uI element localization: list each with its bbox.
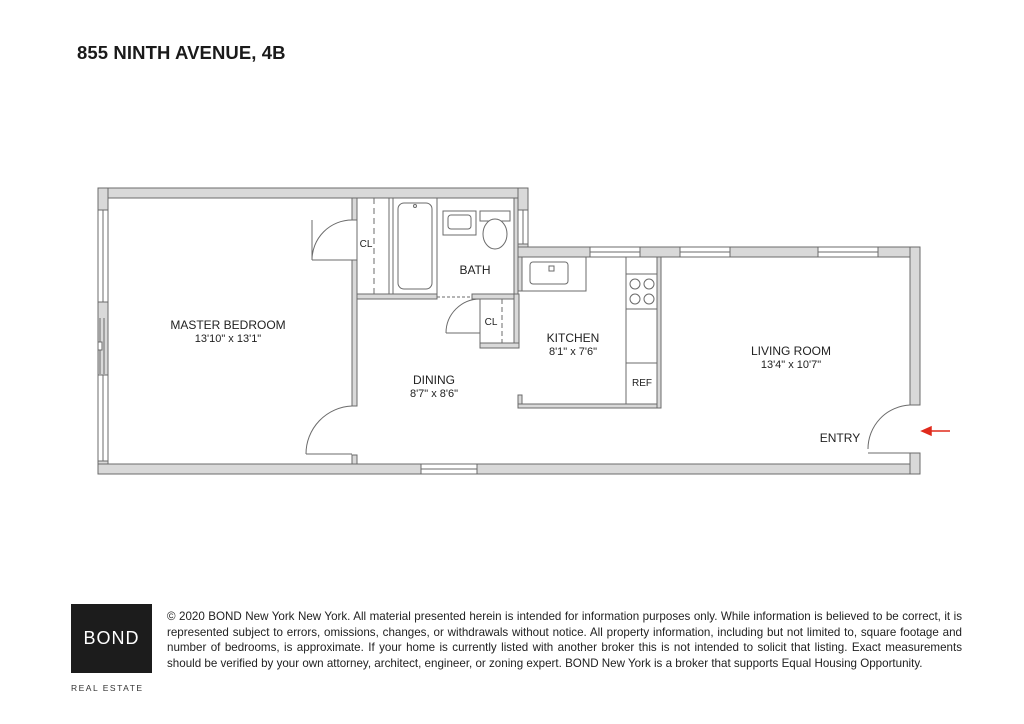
master-bedroom-dims: 13'10" x 13'1": [194, 333, 262, 345]
disclaimer-text: © 2020 BOND New York New York. All material presented herein is intended for information purposes only. While information is believed to be correct, it is represented subject to errors, omissions, changes, or withdrawals without notice. All property information, including but not limited to, square footage and number of bedrooms, is approximate. If your home is currently listed with another broker this is not intended to solicit that listing. Exact measurements should be verified by your own attorney, architect, engineer, or zoning expert. BOND New York is a broker that supports Equal Housing Opportunity.: [167, 610, 962, 670]
kitchen-sink: [522, 257, 586, 291]
entry-label: ENTRY: [819, 431, 861, 445]
bath-fixtures: [443, 211, 510, 249]
bond-logo: [71, 604, 152, 673]
entry-arrow-icon: [922, 427, 950, 435]
bedroom-dining-door: [306, 406, 352, 454]
kitchen-dims: 8'1" x 7'6": [548, 346, 598, 358]
bathtub: [393, 198, 437, 294]
living-room-dims: 13'4" x 10'7": [760, 359, 822, 371]
entry-door: [868, 405, 910, 453]
logo-text: BOND: [83, 628, 140, 648]
dining-label: DINING: [413, 373, 455, 387]
page-title: 855 NINTH AVENUE, 4B: [77, 42, 286, 63]
master-bedroom-label: MASTER BEDROOM: [170, 318, 286, 332]
logo-subtext: REAL ESTATE: [71, 683, 144, 693]
dining-dims: 8'7" x 8'6": [409, 388, 459, 400]
ref-label: REF: [632, 378, 652, 389]
bath-label: BATH: [459, 263, 491, 277]
living-room-label: LIVING ROOM: [750, 344, 832, 358]
closet-lower: [446, 299, 514, 343]
kitchen-label: KITCHEN: [546, 331, 600, 345]
bedroom-closet-door: [312, 220, 352, 260]
closet-lower-label: CL: [484, 317, 498, 328]
closet-upper-label: CL: [359, 239, 373, 250]
